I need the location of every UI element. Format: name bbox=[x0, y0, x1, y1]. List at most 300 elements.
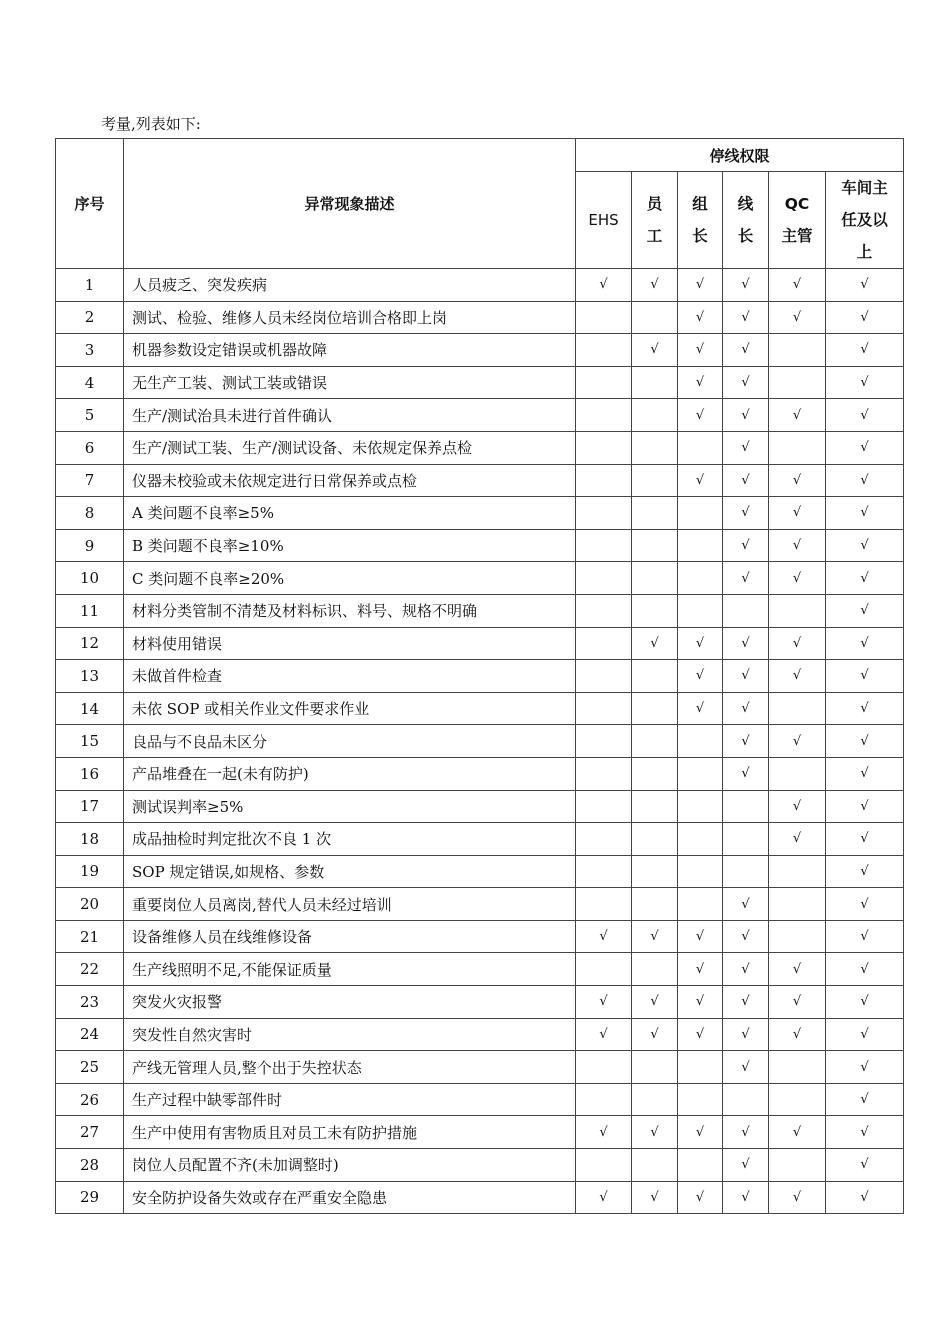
table-row bbox=[56, 692, 904, 725]
row-number: 27 bbox=[56, 1116, 124, 1149]
authority-cell bbox=[632, 725, 678, 758]
authority-cell bbox=[576, 594, 632, 627]
checkmark-icon: √ bbox=[860, 863, 869, 879]
table-row bbox=[56, 1116, 904, 1149]
checkmark-icon: √ bbox=[860, 831, 869, 847]
checkmark-icon: √ bbox=[695, 1124, 705, 1140]
authority-cell bbox=[678, 823, 723, 856]
checkmark-icon: √ bbox=[599, 1189, 608, 1205]
checkmark-icon: √ bbox=[650, 277, 659, 293]
authority-cell bbox=[576, 497, 632, 530]
row-description: A 类问题不良率≥5% bbox=[124, 497, 576, 530]
authority-cell bbox=[723, 529, 769, 562]
authority-cell bbox=[576, 823, 632, 856]
authority-cell bbox=[632, 497, 678, 530]
authority-cell bbox=[678, 497, 723, 530]
authority-cell bbox=[723, 953, 769, 986]
table-row bbox=[56, 986, 904, 1019]
table-row bbox=[56, 725, 904, 758]
authority-cell bbox=[769, 366, 826, 399]
authority-cell bbox=[632, 1149, 678, 1182]
authority-cell bbox=[678, 790, 723, 823]
row-description: 仪器未校验或未依规定进行日常保养或点检 bbox=[124, 464, 576, 497]
authority-cell bbox=[826, 920, 904, 953]
checkmark-icon: √ bbox=[741, 766, 750, 782]
authority-cell bbox=[678, 888, 723, 921]
table-row bbox=[56, 953, 904, 986]
table-row bbox=[56, 790, 904, 823]
row-number: 6 bbox=[56, 431, 124, 464]
row-description: 生产/测试工装、生产/测试设备、未依规定保养点检 bbox=[124, 431, 576, 464]
authority-cell bbox=[723, 986, 769, 1019]
authority-cell bbox=[632, 529, 678, 562]
authority-cell bbox=[576, 660, 632, 693]
authority-cell bbox=[826, 431, 904, 464]
authority-cell bbox=[678, 1018, 723, 1051]
row-number: 10 bbox=[56, 562, 124, 595]
checkmark-icon: √ bbox=[741, 375, 750, 391]
authority-cell bbox=[632, 986, 678, 1019]
col-header-seq: 序号 bbox=[56, 139, 124, 269]
row-description: 材料使用错误 bbox=[124, 627, 576, 660]
authority-cell bbox=[826, 464, 904, 497]
row-description: C 类问题不良率≥20% bbox=[124, 562, 576, 595]
row-number: 11 bbox=[56, 594, 124, 627]
table-row bbox=[56, 497, 904, 530]
row-description: 产品堆叠在一起(未有防护) bbox=[124, 757, 576, 790]
authority-cell bbox=[576, 1181, 632, 1214]
authority-cell bbox=[723, 464, 769, 497]
intro-text: 考量,列表如下: bbox=[101, 115, 201, 133]
row-description: 生产过程中缺零部件时 bbox=[124, 1083, 576, 1116]
authority-cell bbox=[769, 1018, 826, 1051]
checkmark-icon: √ bbox=[860, 277, 869, 293]
checkmark-icon: √ bbox=[860, 733, 869, 749]
authority-cell bbox=[723, 431, 769, 464]
row-description: 未做首件检查 bbox=[124, 660, 576, 693]
checkmark-icon: √ bbox=[792, 1026, 802, 1042]
checkmark-icon: √ bbox=[650, 635, 659, 651]
stop-line-authority-table bbox=[55, 138, 904, 1214]
checkmark-icon: √ bbox=[741, 440, 750, 456]
authority-cell bbox=[723, 1181, 769, 1214]
checkmark-icon: √ bbox=[792, 961, 802, 977]
authority-cell bbox=[678, 855, 723, 888]
authority-cell bbox=[678, 399, 723, 432]
authority-cell bbox=[576, 431, 632, 464]
checkmark-icon: √ bbox=[860, 570, 869, 586]
checkmark-icon: √ bbox=[792, 994, 802, 1010]
row-description: 材料分类管制不清楚及材料标识、料号、规格不明确 bbox=[124, 594, 576, 627]
authority-cell bbox=[826, 594, 904, 627]
checkmark-icon: √ bbox=[792, 472, 802, 488]
authority-cell bbox=[826, 855, 904, 888]
authority-cell bbox=[678, 986, 723, 1019]
authority-cell bbox=[723, 1116, 769, 1149]
authority-cell bbox=[576, 920, 632, 953]
row-number: 17 bbox=[56, 790, 124, 823]
row-number: 20 bbox=[56, 888, 124, 921]
row-number: 16 bbox=[56, 757, 124, 790]
table-row bbox=[56, 594, 904, 627]
authority-cell bbox=[576, 953, 632, 986]
authority-cell bbox=[769, 431, 826, 464]
authority-cell bbox=[769, 627, 826, 660]
authority-cell bbox=[632, 823, 678, 856]
authority-cell bbox=[769, 855, 826, 888]
authority-cell bbox=[826, 953, 904, 986]
table-row bbox=[56, 855, 904, 888]
checkmark-icon: √ bbox=[792, 538, 802, 554]
row-number: 9 bbox=[56, 529, 124, 562]
table-row bbox=[56, 1149, 904, 1182]
checkmark-icon: √ bbox=[695, 407, 705, 423]
authority-cell bbox=[632, 1116, 678, 1149]
row-number: 2 bbox=[56, 301, 124, 334]
authority-cell bbox=[576, 692, 632, 725]
checkmark-icon: √ bbox=[792, 277, 802, 293]
authority-cell bbox=[576, 269, 632, 302]
authority-cell bbox=[769, 790, 826, 823]
table-row bbox=[56, 920, 904, 953]
authority-cell bbox=[769, 1181, 826, 1214]
row-number: 18 bbox=[56, 823, 124, 856]
authority-cell bbox=[723, 497, 769, 530]
row-number: 22 bbox=[56, 953, 124, 986]
checkmark-icon: √ bbox=[650, 1124, 659, 1140]
checkmark-icon: √ bbox=[650, 342, 659, 358]
checkmark-icon: √ bbox=[860, 1026, 869, 1042]
authority-cell bbox=[826, 529, 904, 562]
authority-cell bbox=[632, 855, 678, 888]
table-row bbox=[56, 757, 904, 790]
checkmark-icon: √ bbox=[860, 375, 869, 391]
row-number: 28 bbox=[56, 1149, 124, 1182]
authority-cell bbox=[723, 757, 769, 790]
checkmark-icon: √ bbox=[741, 407, 750, 423]
role-header-workshop-director: 车间主 任及以 上 bbox=[826, 172, 904, 269]
row-number: 26 bbox=[56, 1083, 124, 1116]
authority-cell bbox=[678, 301, 723, 334]
authority-cell bbox=[632, 1018, 678, 1051]
row-description: 无生产工装、测试工装或错误 bbox=[124, 366, 576, 399]
authority-cell bbox=[632, 334, 678, 367]
checkmark-icon: √ bbox=[695, 375, 705, 391]
row-number: 7 bbox=[56, 464, 124, 497]
checkmark-icon: √ bbox=[860, 505, 869, 521]
checkmark-icon: √ bbox=[650, 994, 659, 1010]
checkmark-icon: √ bbox=[741, 1059, 750, 1075]
authority-cell bbox=[826, 1083, 904, 1116]
authority-cell bbox=[632, 920, 678, 953]
authority-cell bbox=[723, 366, 769, 399]
table-row bbox=[56, 1018, 904, 1051]
authority-cell bbox=[826, 1018, 904, 1051]
checkmark-icon: √ bbox=[860, 668, 869, 684]
authority-cell bbox=[769, 1083, 826, 1116]
checkmark-icon: √ bbox=[741, 929, 750, 945]
checkmark-icon: √ bbox=[860, 407, 869, 423]
checkmark-icon: √ bbox=[650, 1026, 659, 1042]
row-description: 生产/测试治具未进行首件确认 bbox=[124, 399, 576, 432]
checkmark-icon: √ bbox=[741, 635, 750, 651]
authority-cell bbox=[769, 529, 826, 562]
authority-cell bbox=[632, 269, 678, 302]
authority-cell bbox=[826, 334, 904, 367]
checkmark-icon: √ bbox=[741, 505, 750, 521]
row-number: 12 bbox=[56, 627, 124, 660]
authority-cell bbox=[723, 1083, 769, 1116]
authority-cell bbox=[678, 757, 723, 790]
checkmark-icon: √ bbox=[599, 994, 608, 1010]
table-row bbox=[56, 431, 904, 464]
checkmark-icon: √ bbox=[695, 929, 705, 945]
authority-cell bbox=[723, 692, 769, 725]
authority-cell bbox=[826, 1116, 904, 1149]
authority-cell bbox=[678, 627, 723, 660]
authority-cell bbox=[576, 464, 632, 497]
checkmark-icon: √ bbox=[599, 1124, 608, 1140]
authority-cell bbox=[769, 1149, 826, 1182]
authority-cell bbox=[826, 986, 904, 1019]
authority-cell bbox=[723, 855, 769, 888]
col-header-desc: 异常现象描述 bbox=[124, 139, 576, 269]
checkmark-icon: √ bbox=[741, 668, 750, 684]
authority-cell bbox=[769, 757, 826, 790]
authority-cell bbox=[632, 366, 678, 399]
authority-cell bbox=[576, 627, 632, 660]
authority-cell bbox=[576, 1083, 632, 1116]
checkmark-icon: √ bbox=[695, 994, 705, 1010]
table-row bbox=[56, 464, 904, 497]
authority-cell bbox=[632, 757, 678, 790]
authority-cell bbox=[576, 757, 632, 790]
authority-cell bbox=[576, 301, 632, 334]
authority-cell bbox=[576, 334, 632, 367]
row-description: 测试、检验、维修人员未经岗位培训合格即上岗 bbox=[124, 301, 576, 334]
authority-cell bbox=[769, 823, 826, 856]
authority-cell bbox=[826, 366, 904, 399]
role-header-team-leader: 组 长 bbox=[678, 172, 723, 269]
checkmark-icon: √ bbox=[695, 961, 705, 977]
authority-cell bbox=[576, 855, 632, 888]
authority-cell bbox=[723, 888, 769, 921]
checkmark-icon: √ bbox=[741, 1189, 750, 1205]
authority-cell bbox=[769, 562, 826, 595]
authority-cell bbox=[826, 1181, 904, 1214]
authority-cell bbox=[576, 1051, 632, 1084]
checkmark-icon: √ bbox=[741, 1026, 750, 1042]
checkmark-icon: √ bbox=[695, 701, 705, 717]
checkmark-icon: √ bbox=[860, 1124, 869, 1140]
authority-cell bbox=[678, 1083, 723, 1116]
checkmark-icon: √ bbox=[695, 277, 705, 293]
authority-cell bbox=[576, 529, 632, 562]
authority-cell bbox=[826, 660, 904, 693]
authority-cell bbox=[576, 725, 632, 758]
authority-cell bbox=[678, 1149, 723, 1182]
checkmark-icon: √ bbox=[860, 929, 869, 945]
row-description: 重要岗位人员离岗,替代人员未经过培训 bbox=[124, 888, 576, 921]
checkmark-icon: √ bbox=[792, 309, 802, 325]
row-number: 3 bbox=[56, 334, 124, 367]
authority-cell bbox=[723, 269, 769, 302]
checkmark-icon: √ bbox=[860, 766, 869, 782]
authority-cell bbox=[632, 790, 678, 823]
authority-cell bbox=[769, 334, 826, 367]
checkmark-icon: √ bbox=[792, 1124, 802, 1140]
checkmark-icon: √ bbox=[695, 668, 705, 684]
checkmark-icon: √ bbox=[792, 733, 802, 749]
authority-cell bbox=[826, 1149, 904, 1182]
row-description: 生产线照明不足,不能保证质量 bbox=[124, 953, 576, 986]
authority-cell bbox=[678, 529, 723, 562]
checkmark-icon: √ bbox=[741, 309, 750, 325]
authority-cell bbox=[678, 920, 723, 953]
checkmark-icon: √ bbox=[860, 896, 869, 912]
row-description: 岗位人员配置不齐(未加调整时) bbox=[124, 1149, 576, 1182]
table-row bbox=[56, 334, 904, 367]
authority-cell bbox=[826, 301, 904, 334]
checkmark-icon: √ bbox=[792, 668, 802, 684]
authority-cell bbox=[678, 725, 723, 758]
authority-cell bbox=[769, 953, 826, 986]
table-row bbox=[56, 301, 904, 334]
authority-cell bbox=[769, 269, 826, 302]
checkmark-icon: √ bbox=[860, 994, 869, 1010]
authority-cell bbox=[826, 888, 904, 921]
checkmark-icon: √ bbox=[741, 896, 750, 912]
checkmark-icon: √ bbox=[860, 538, 869, 554]
checkmark-icon: √ bbox=[792, 831, 802, 847]
checkmark-icon: √ bbox=[741, 342, 750, 358]
row-number: 23 bbox=[56, 986, 124, 1019]
checkmark-icon: √ bbox=[741, 538, 750, 554]
authority-cell bbox=[632, 1083, 678, 1116]
authority-cell bbox=[723, 1018, 769, 1051]
table-body bbox=[56, 269, 904, 1214]
authority-cell bbox=[769, 1116, 826, 1149]
row-description: 突发火灾报警 bbox=[124, 986, 576, 1019]
authority-cell bbox=[723, 594, 769, 627]
authority-cell bbox=[576, 986, 632, 1019]
role-header-ehs: EHS bbox=[576, 172, 632, 269]
row-number: 5 bbox=[56, 399, 124, 432]
row-description: 突发性自然灾害时 bbox=[124, 1018, 576, 1051]
checkmark-icon: √ bbox=[741, 1124, 750, 1140]
checkmark-icon: √ bbox=[860, 701, 869, 717]
authority-cell bbox=[723, 725, 769, 758]
checkmark-icon: √ bbox=[599, 277, 608, 293]
checkmark-icon: √ bbox=[741, 570, 750, 586]
authority-cell bbox=[678, 1181, 723, 1214]
checkmark-icon: √ bbox=[599, 929, 608, 945]
table-row bbox=[56, 1051, 904, 1084]
authority-cell bbox=[632, 431, 678, 464]
checkmark-icon: √ bbox=[695, 342, 705, 358]
authority-cell bbox=[576, 1018, 632, 1051]
row-description: 成品抽检时判定批次不良 1 次 bbox=[124, 823, 576, 856]
authority-cell bbox=[826, 790, 904, 823]
authority-cell bbox=[678, 953, 723, 986]
table-row bbox=[56, 269, 904, 302]
authority-cell bbox=[576, 1116, 632, 1149]
row-description: 未依 SOP 或相关作业文件要求作业 bbox=[124, 692, 576, 725]
table-row bbox=[56, 399, 904, 432]
checkmark-icon: √ bbox=[599, 1026, 608, 1042]
authority-cell bbox=[576, 1149, 632, 1182]
checkmark-icon: √ bbox=[860, 603, 869, 619]
row-description: 设备维修人员在线维修设备 bbox=[124, 920, 576, 953]
authority-cell bbox=[632, 888, 678, 921]
authority-cell bbox=[826, 757, 904, 790]
role-header-line-leader: 线 长 bbox=[723, 172, 769, 269]
checkmark-icon: √ bbox=[741, 1157, 750, 1173]
table-row bbox=[56, 660, 904, 693]
authority-cell bbox=[678, 594, 723, 627]
authority-cell bbox=[723, 301, 769, 334]
row-description: 产线无管理人员,整个出于失控状态 bbox=[124, 1051, 576, 1084]
authority-cell bbox=[723, 660, 769, 693]
authority-cell bbox=[826, 399, 904, 432]
authority-cell bbox=[769, 660, 826, 693]
authority-cell bbox=[826, 269, 904, 302]
checkmark-icon: √ bbox=[792, 570, 802, 586]
group-header-stop-line-authority: 停线权限 bbox=[576, 139, 904, 172]
authority-cell bbox=[826, 692, 904, 725]
authority-cell bbox=[678, 1051, 723, 1084]
authority-cell bbox=[769, 888, 826, 921]
table-row bbox=[56, 529, 904, 562]
row-description: 人员疲乏、突发疾病 bbox=[124, 269, 576, 302]
row-description: B 类问题不良率≥10% bbox=[124, 529, 576, 562]
checkmark-icon: √ bbox=[860, 1157, 869, 1173]
checkmark-icon: √ bbox=[741, 961, 750, 977]
authority-cell bbox=[769, 725, 826, 758]
authority-cell bbox=[769, 986, 826, 1019]
authority-cell bbox=[723, 334, 769, 367]
checkmark-icon: √ bbox=[650, 1189, 659, 1205]
row-number: 14 bbox=[56, 692, 124, 725]
authority-cell bbox=[678, 464, 723, 497]
authority-cell bbox=[576, 562, 632, 595]
row-description: 良品与不良品未区分 bbox=[124, 725, 576, 758]
authority-cell bbox=[723, 1051, 769, 1084]
row-description: 测试误判率≥5% bbox=[124, 790, 576, 823]
authority-cell bbox=[723, 920, 769, 953]
checkmark-icon: √ bbox=[741, 701, 750, 717]
checkmark-icon: √ bbox=[860, 440, 869, 456]
checkmark-icon: √ bbox=[650, 929, 659, 945]
authority-cell bbox=[826, 1051, 904, 1084]
authority-cell bbox=[826, 823, 904, 856]
authority-cell bbox=[826, 627, 904, 660]
row-number: 1 bbox=[56, 269, 124, 302]
row-number: 15 bbox=[56, 725, 124, 758]
row-number: 4 bbox=[56, 366, 124, 399]
checkmark-icon: √ bbox=[741, 472, 750, 488]
authority-cell bbox=[576, 790, 632, 823]
authority-cell bbox=[576, 399, 632, 432]
authority-cell bbox=[678, 366, 723, 399]
authority-cell bbox=[723, 790, 769, 823]
row-number: 24 bbox=[56, 1018, 124, 1051]
row-number: 29 bbox=[56, 1181, 124, 1214]
role-header-employee: 员 工 bbox=[632, 172, 678, 269]
row-number: 13 bbox=[56, 660, 124, 693]
authority-cell bbox=[632, 399, 678, 432]
authority-cell bbox=[632, 464, 678, 497]
